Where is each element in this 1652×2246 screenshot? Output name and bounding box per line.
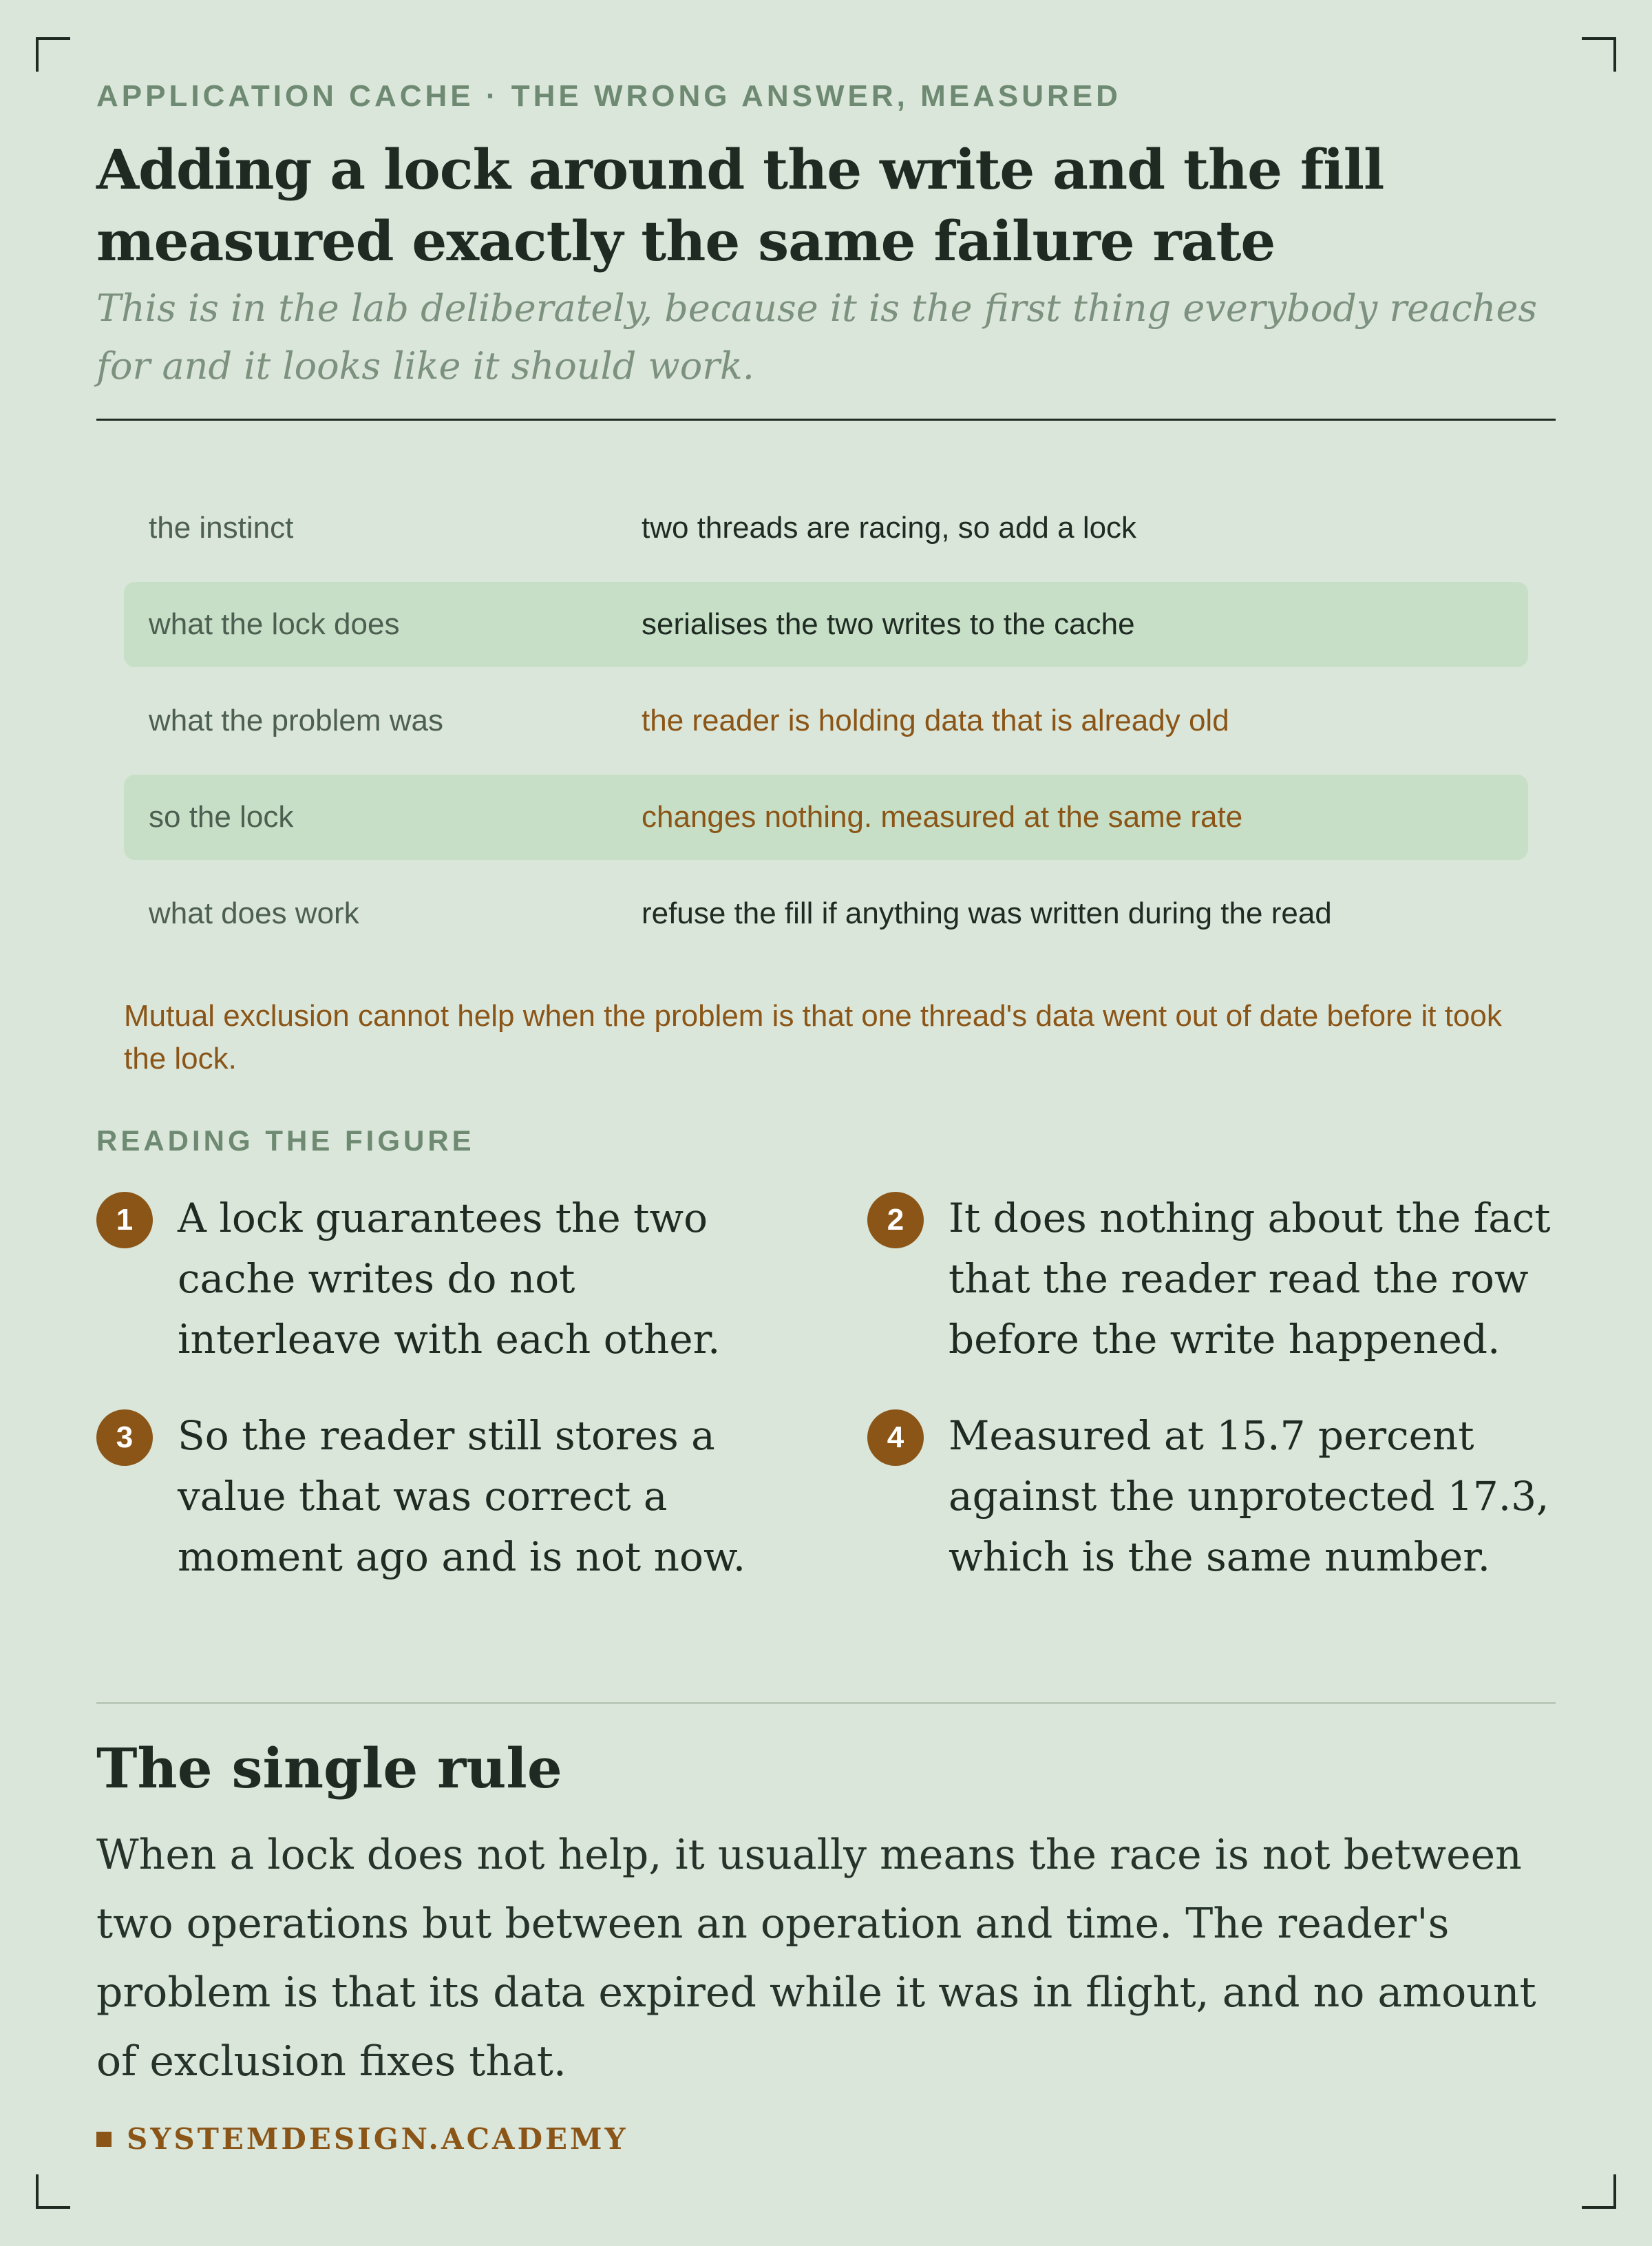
row-label: what does work [149, 896, 359, 930]
table-row [124, 775, 1528, 860]
section-divider [96, 1702, 1556, 1704]
point-text: It does nothing about the fact that the reader read the row before the write happened. [949, 1195, 1551, 1363]
table-row [124, 485, 1528, 571]
header-divider [96, 419, 1556, 421]
brand-name: SYSTEMDESIGN.ACADEMY [127, 2122, 628, 2156]
eyebrow-label: APPLICATION CACHE · THE WRONG ANSWER, MEASURED [96, 79, 1121, 113]
page-title: Adding a lock around the write and the fill measured exactly the same failure rate [96, 137, 1384, 273]
point-text: So the reader still stores a value that was correct a moment ago and is not now. [178, 1412, 746, 1580]
footer-brand [96, 2122, 628, 2156]
row-value: two threads are racing, so add a lock [642, 511, 1137, 545]
rule-body: When a lock does not help, it usually means the race is not between two operations but between an operation and time. The reader's problem is that its data expired while it was in flight, and no amount of exclusion fixes that. [96, 1831, 1536, 2086]
corner-mark-top-left [36, 37, 70, 72]
table-row [124, 582, 1528, 667]
callout-note: Mutual exclusion cannot help when the problem is that one thread's data went out of date before it took the lock. [124, 999, 1502, 1075]
page-subtitle: This is in the lab deliberately, because it is the first thing everybody reaches for and it looks like it should work. [96, 286, 1538, 388]
number-badge: 1 [96, 1192, 153, 1248]
row-label: what the problem was [149, 704, 443, 737]
row-label: the instinct [149, 511, 294, 545]
reading-section-label: READING THE FIGURE [96, 1124, 475, 1157]
row-value: serialises the two writes to the cache [642, 607, 1135, 641]
reading-point-2 [867, 1188, 1556, 1369]
corner-mark-top-right [1582, 37, 1616, 72]
row-value: the reader is holding data that is already old [642, 704, 1229, 737]
comparison-table [124, 485, 1528, 956]
number-badge: 4 [867, 1409, 924, 1466]
point-text: Measured at 15.7 percent against the unprotected 17.3, which is the same number. [949, 1412, 1549, 1580]
brand-square-icon [96, 2132, 112, 2147]
table-row [124, 871, 1528, 956]
corner-mark-bottom-right [1582, 2174, 1616, 2209]
table-row [124, 678, 1528, 764]
rule-heading: The single rule [96, 1736, 562, 1801]
corner-mark-bottom-left [36, 2174, 70, 2209]
row-label: so the lock [149, 800, 294, 834]
reading-point-4 [867, 1405, 1556, 1587]
reading-points [96, 1188, 1556, 1587]
point-text: A lock guarantees the two cache writes do not interleave with each other. [178, 1195, 721, 1363]
row-value: refuse the fill if anything was written during the read [642, 896, 1332, 930]
number-badge: 2 [867, 1192, 924, 1248]
row-label: what the lock does [149, 607, 400, 641]
reading-point-3 [96, 1405, 867, 1587]
main-content [96, 77, 1556, 1587]
reading-point-1 [96, 1188, 867, 1369]
number-badge: 3 [96, 1409, 153, 1466]
row-value: changes nothing. measured at the same rate [642, 800, 1243, 834]
